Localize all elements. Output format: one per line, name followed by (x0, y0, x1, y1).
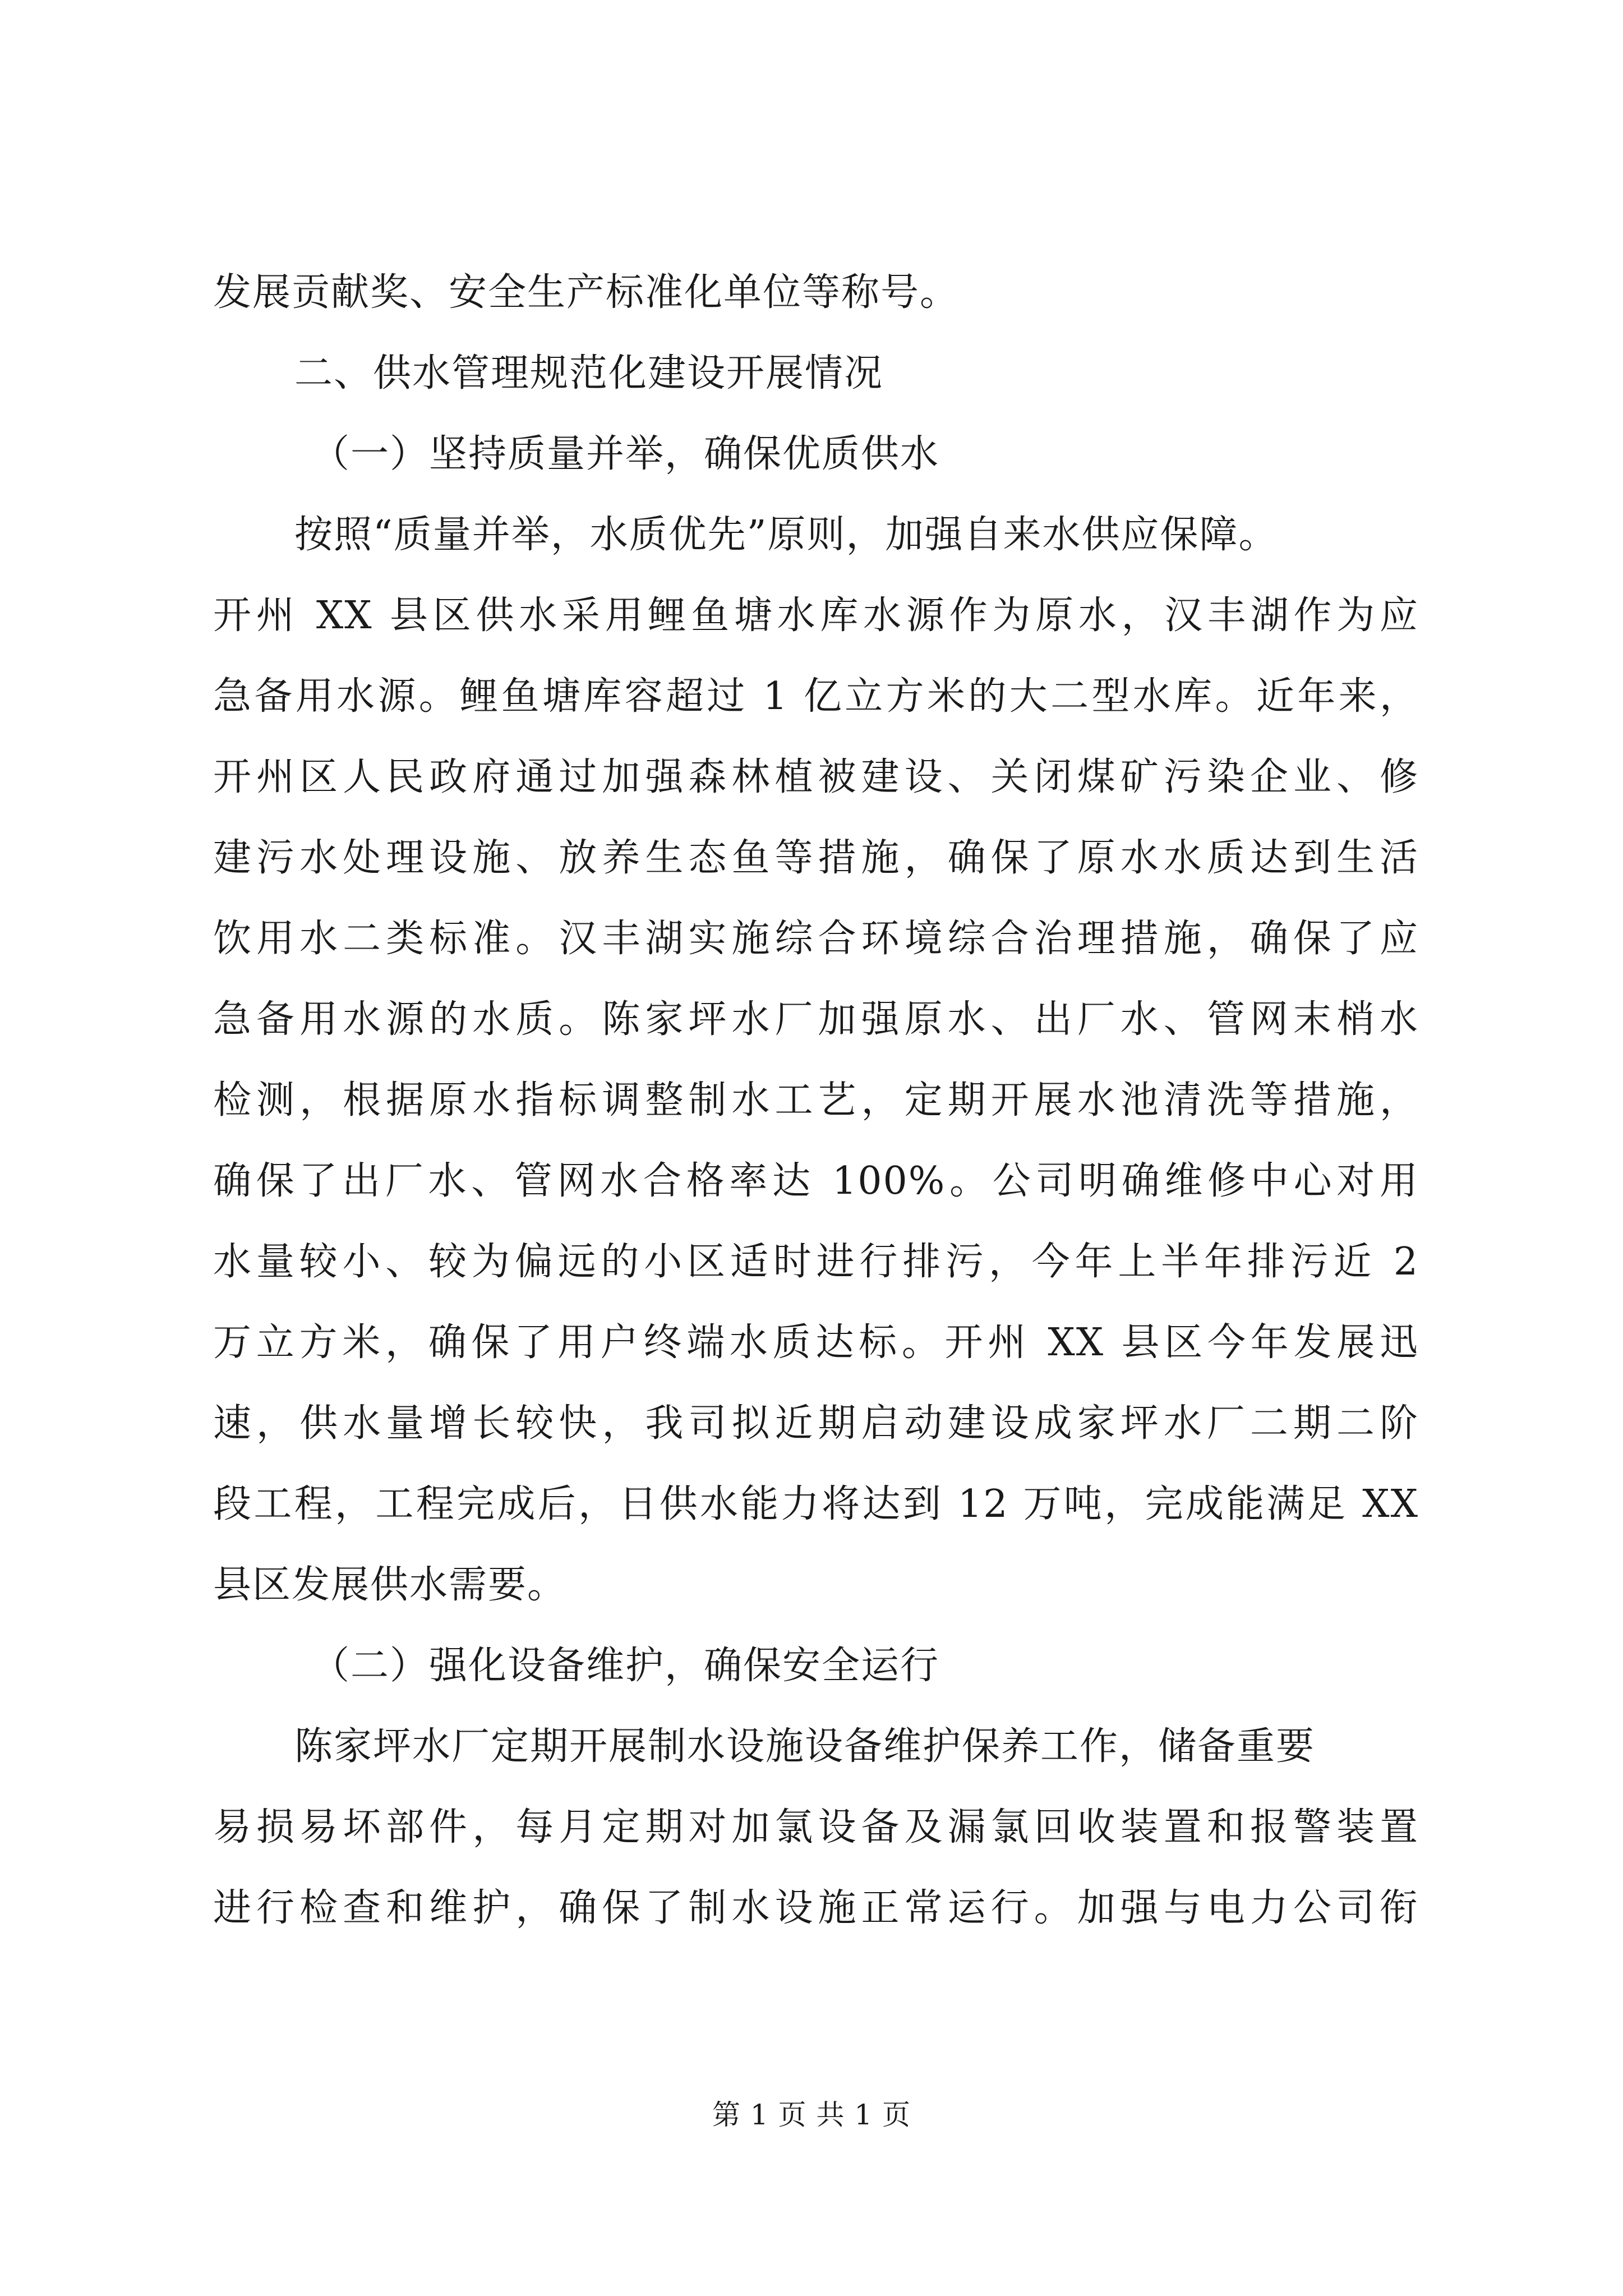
text-line: 开州区人民政府通过加强森林植被建设、关闭煤矿污染企业、修 (213, 755, 1419, 799)
section-heading: 二、供水管理规范化建设开展情况 (294, 351, 884, 395)
text-line: 按照“质量并举，水质优先”原则，加强自来水供应保障。 (294, 513, 1278, 557)
text-line: 水量较小、较为偏远的小区适时进行排污，今年上半年排污近 2 (213, 1240, 1419, 1284)
text-line: 检测，根据原水指标调整制水工艺，定期开展水池清洗等措施， (213, 1078, 1419, 1122)
page-footer (0, 2095, 1623, 2134)
text-line: 急备用水源。鲤鱼塘库容超过 1 亿立方米的大二型水库。近年来， (213, 674, 1419, 719)
text-line: 急备用水源的水质。陈家坪水厂加强原水、出厂水、管网末梢水 (213, 997, 1419, 1042)
text-line: 进行检查和维护，确保了制水设施正常运行。加强与电力公司衔 (213, 1886, 1419, 1930)
subsection-heading: （一）坚持质量并举，确保优质供水 (311, 432, 940, 476)
text-line: 开州 XX 县区供水采用鲤鱼塘水库水源作为原水，汉丰湖作为应 (213, 593, 1419, 638)
text-line: 速，供水量增长较快，我司拟近期启动建设成家坪水厂二期二阶 (213, 1401, 1419, 1446)
text-line: 陈家坪水厂定期开展制水设施设备维护保养工作，储备重要 (294, 1724, 1316, 1769)
page-number-label: 第 1 页 共 1 页 (712, 2099, 911, 2131)
subsection-heading: （二）强化设备维护，确保安全运行 (311, 1644, 940, 1688)
text-line: 建污水处理设施、放养生态鱼等措施，确保了原水水质达到生活 (213, 836, 1419, 880)
text-line: 县区发展供水需要。 (213, 1563, 567, 1607)
document-body (213, 252, 1419, 1949)
text-line: 发展贡献奖、安全生产标准化单位等称号。 (213, 270, 960, 315)
text-line: 确保了出厂水、管网水合格率达 100%。公司明确维修中心对用 (213, 1159, 1419, 1203)
text-line: 段工程，工程完成后，日供水能力将达到 12 万吨，完成能满足 XX (213, 1482, 1419, 1526)
text-line: 饮用水二类标准。汉丰湖实施综合环境综合治理措施，确保了应 (213, 917, 1419, 961)
text-line: 易损易坏部件，每月定期对加氯设备及漏氯回收装置和报警装置 (213, 1805, 1419, 1849)
text-line: 万立方米，确保了用户终端水质达标。开州 XX 县区今年发展迅 (213, 1320, 1419, 1365)
